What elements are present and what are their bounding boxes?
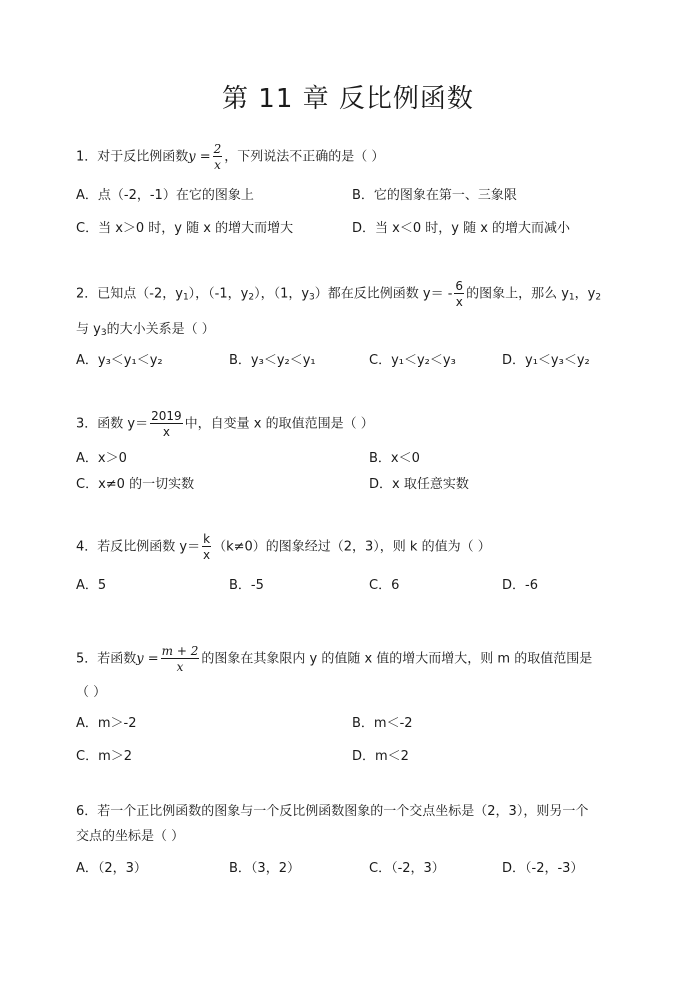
question-5-option-a: A．m＞-2 (76, 716, 137, 731)
question-2-option-b: B．y₃＜y₂＜y₁ (229, 353, 316, 368)
question-2-text: ）都在反比例函数 y＝ - (314, 286, 453, 302)
fraction-denominator: x (176, 660, 184, 674)
question-1-stem (76, 143, 384, 171)
question-3-prefix: 3．函数 y＝ (76, 416, 149, 432)
fraction-denominator: x (162, 425, 170, 439)
subscript: 2 (248, 292, 255, 303)
question-4-option-a: A．5 (76, 578, 107, 593)
subscript: 2 (595, 292, 602, 303)
question-1-fraction (213, 143, 223, 171)
question-1-option-c: C．当 x＞0 时，y 随 x 的增大而增大 (76, 221, 294, 236)
question-5-paren: （ ） (76, 685, 107, 700)
question-6-option-d: D．（-2，-3） (502, 861, 584, 876)
question-5-var: y = (136, 651, 159, 667)
question-1-var: y = (188, 149, 211, 165)
question-4-option-c: C．6 (369, 578, 400, 593)
question-2-text: ，y (574, 286, 596, 302)
question-5-option-c: C．m＞2 (76, 749, 133, 764)
question-4-stem (76, 533, 491, 561)
fraction-numerator: 2 (213, 142, 222, 156)
question-6-option-a: A．（2，3） (76, 861, 147, 876)
question-2-option-c: C．y₁＜y₂＜y₃ (369, 353, 456, 368)
question-2-text: 与 y (76, 322, 101, 337)
fraction-numerator: m + 2 (161, 644, 199, 658)
fraction-numerator: k (203, 532, 211, 546)
question-4-suffix: （k≠0）的图象经过（2，3），则 k 的值为（ ） (213, 539, 491, 555)
question-4-option-b: B．-5 (229, 578, 264, 593)
subscript: 1 (568, 292, 575, 303)
question-2-text: ），（-1，y (188, 286, 249, 302)
question-4-fraction (202, 533, 211, 561)
page-title: 第 11 章 反比例函数 (222, 84, 474, 114)
question-3-option-a: A．x＞0 (76, 451, 127, 466)
question-5-stem (76, 645, 592, 673)
question-5-option-b: B．m＜-2 (352, 716, 413, 731)
question-2-stem-line-2 (76, 321, 215, 342)
question-3-option-d: D．x 取任意实数 (369, 477, 469, 492)
question-2-text: 的大小关系是（ ） (106, 322, 215, 337)
question-2-option-a: A．y₃＜y₁＜y₂ (76, 353, 163, 368)
question-2-text: ），（1，y (254, 286, 310, 302)
subscript: 3 (309, 292, 315, 303)
question-6-option-c: C．（-2，3） (369, 861, 445, 876)
question-5-option-d: D．m＜2 (352, 749, 409, 764)
question-3-option-c: C．x≠0 的一切实数 (76, 477, 195, 492)
question-1-option-a: A．点（-2，-1）在它的图象上 (76, 188, 254, 203)
question-2-stem-line-1 (76, 280, 601, 308)
question-2-text: 的图象上，那么 y (466, 286, 569, 302)
question-2-fraction (454, 280, 464, 308)
question-6-stem-line-1: 6．若一个正比例函数的图象与一个反比例函数图象的一个交点坐标是（2，3），则另一个 (76, 804, 589, 819)
subscript: 3 (100, 328, 107, 338)
fraction-denominator: x (203, 548, 211, 562)
question-1-suffix: ，下列说法不正确的是（ ） (224, 149, 385, 165)
fraction-numerator: 6 (455, 279, 464, 293)
question-1-option-b: B．它的图象在第一、三象限 (352, 188, 517, 203)
question-1-option-d: D．当 x＜0 时，y 随 x 的增大而减小 (352, 221, 571, 236)
question-6-stem-line-2: 交点的坐标是（ ） (76, 829, 185, 844)
question-2-text: 2．已知点（-2，y (76, 286, 183, 302)
question-4-option-d: D．-6 (502, 578, 538, 593)
fraction-denominator: x (455, 295, 463, 309)
question-3-fraction (150, 410, 183, 438)
question-3-stem (76, 410, 374, 438)
question-4-prefix: 4．若反比例函数 y＝ (76, 539, 201, 555)
question-6-option-b: B．（3，2） (229, 861, 300, 876)
question-3-suffix: 中，自变量 x 的取值范围是（ ） (184, 416, 374, 432)
question-5-prefix: 5．若函数 (76, 651, 137, 667)
question-3-option-b: B．x＜0 (369, 451, 420, 466)
question-5-fraction (161, 645, 200, 673)
fraction-numerator: 2019 (151, 409, 182, 423)
question-1-prefix: 1．对于反比例函数 (76, 149, 189, 165)
question-5-suffix: 的图象在其象限内 y 的值随 x 值的增大而增大，则 m 的取值范围是 (201, 651, 593, 667)
question-2-option-d: D．y₁＜y₃＜y₂ (502, 353, 590, 368)
fraction-denominator: x (214, 158, 221, 172)
subscript: 1 (182, 292, 189, 303)
